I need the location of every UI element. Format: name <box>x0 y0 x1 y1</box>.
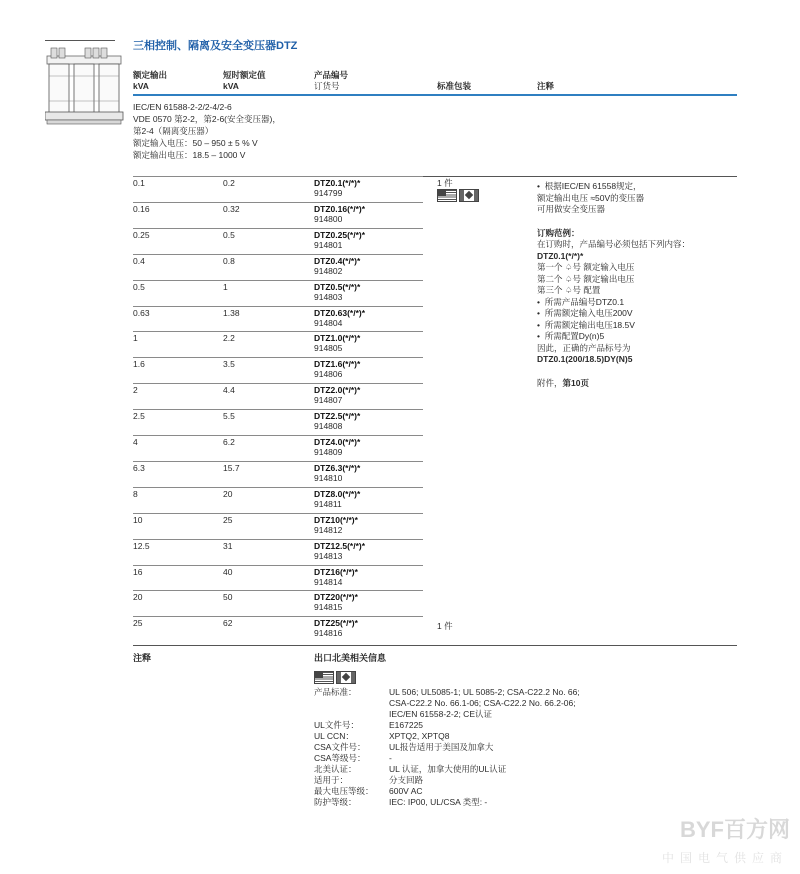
product-code: DTZ25(*/*)* <box>314 618 358 629</box>
watermark-brand: BYF百方网 <box>679 817 790 842</box>
table-row <box>133 461 423 488</box>
short-kva: 40 <box>223 566 233 577</box>
table-row <box>133 435 423 462</box>
product-code: DTZ4.0(*/*)* <box>314 437 361 447</box>
na-value: - <box>389 753 392 763</box>
na-key: UL CCN： <box>314 731 354 741</box>
table-row <box>133 383 423 410</box>
na-row <box>314 797 584 808</box>
product-code: DTZ1.6(*/*)* <box>314 359 361 370</box>
order-number: 914812 <box>314 524 343 535</box>
header-rule <box>133 94 737 96</box>
standards-block: IEC/EN 61588-2-2/2-4/2-6 VDE 0570 第2-2，第2-6(安全变压器)， 第2-4（隔离变压器） 额定输入电压：50 – 950 ± 5 % V 额定输出电压：18.5 – 1000 V <box>133 102 281 160</box>
table-row <box>133 357 423 384</box>
order-number: 914811 <box>314 498 342 509</box>
na-row <box>314 753 584 764</box>
order-number: 914805 <box>314 343 343 354</box>
short-kva: 20 <box>223 488 233 499</box>
notes-panel: • 根据IEC/EN 61558规定， 额定输出电压 ≈50V的变压器 可用做安全变压器 订购范例： 在订购时，产品编号必须包括下列内容： DTZ0.1(*/*)* 第一个 ♤号 额定输入电压 第二个 ♤号 额定输出电压 第三个 ♤号 配置 • 所需产品编号DTZ0.1 • 所需额定输入电压200V • 所需额定输出电压18.5V • 所需配置Dy(n)5 因此，正确的产品标号为 DTZ0.1(200/18.5)DY(N)5 附件，第10页 <box>537 181 691 388</box>
short-kva: 0.2 <box>223 178 235 188</box>
table-row <box>133 487 423 514</box>
rated-kva: 0.5 <box>133 281 145 292</box>
top-rule <box>45 40 115 41</box>
na-key: 北美认证： <box>314 764 357 774</box>
accessory-page-link[interactable]: 第10页 <box>562 377 589 388</box>
header-notes: 注释 <box>537 81 555 91</box>
na-row <box>314 742 584 753</box>
watermark-sub: 中国电气供应商 <box>661 851 788 865</box>
na-key: UL文件号： <box>314 720 359 730</box>
na-row <box>314 720 584 731</box>
short-kva: 1 <box>223 281 228 292</box>
us-flag-icon <box>437 189 457 202</box>
product-code: DTZ0.16(*/*)* <box>314 203 366 214</box>
rated-kva: 1.6 <box>133 359 145 370</box>
header-std-pack: 标准包装 <box>437 81 472 91</box>
na-row <box>314 775 584 786</box>
rated-kva: 20 <box>133 592 143 603</box>
product-code: DTZ2.0(*/*)* <box>314 385 361 396</box>
bottom-notes-label: 注释 <box>133 653 152 663</box>
product-code: DTZ20(*/*)* <box>314 592 358 603</box>
rated-kva: 25 <box>133 618 143 629</box>
order-number: 914803 <box>314 291 343 302</box>
order-number: 914810 <box>314 472 343 483</box>
order-number: 914815 <box>314 602 343 613</box>
product-code: DTZ6.3(*/*)* <box>314 462 361 473</box>
product-code: DTZ0.5(*/*)* <box>314 281 361 292</box>
rated-kva: 2 <box>133 385 138 396</box>
rated-kva: 8 <box>133 488 138 499</box>
na-value: 分支回路 <box>389 775 424 785</box>
rated-kva: 12.5 <box>133 540 150 551</box>
header-short-rating: 短时额定值 kVA <box>223 70 266 91</box>
canada-flag-icon <box>336 671 356 684</box>
na-value: IEC: IP00, UL/CSA 类型: - <box>389 797 488 807</box>
short-kva: 15.7 <box>223 462 240 473</box>
short-kva: 5.5 <box>223 411 235 422</box>
short-kva: 4.4 <box>223 385 235 396</box>
na-key: 最大电压等级： <box>314 786 374 796</box>
table-row <box>133 539 423 566</box>
short-kva: 0.32 <box>223 203 240 214</box>
na-value: 600V AC <box>389 786 423 796</box>
short-kva: 50 <box>223 592 233 603</box>
na-value: E167225 <box>389 720 424 730</box>
order-number: 914816 <box>314 628 343 639</box>
rated-kva: 16 <box>133 566 143 577</box>
pack-last: 1 件 <box>437 621 453 631</box>
na-value: UL 认证，加拿大使用的UL认证 <box>389 764 507 774</box>
header-product-code: 产品编号 订货号 <box>314 70 349 91</box>
short-kva: 0.8 <box>223 255 235 266</box>
na-flags <box>314 671 358 684</box>
table-row <box>133 565 423 592</box>
short-kva: 0.5 <box>223 229 235 240</box>
table-row <box>133 331 423 358</box>
na-row <box>314 687 584 698</box>
short-kva: 31 <box>223 540 233 551</box>
table-row <box>133 176 423 203</box>
rated-kva: 0.16 <box>133 203 150 214</box>
rated-kva: 0.63 <box>133 307 150 318</box>
product-code: DTZ0.25(*/*)* <box>314 229 366 240</box>
na-value: XPTQ2, XPTQ8 <box>389 731 450 741</box>
order-number: 914808 <box>314 421 343 432</box>
order-number: 914806 <box>314 369 343 380</box>
rated-kva: 6.3 <box>133 462 145 473</box>
bottom-rule <box>133 645 737 646</box>
rated-kva: 0.1 <box>133 178 145 188</box>
na-key: CSA文件号： <box>314 742 366 752</box>
order-number: 914799 <box>314 188 343 198</box>
short-kva: 6.2 <box>223 437 235 447</box>
na-row <box>314 764 584 775</box>
us-flag-icon <box>314 671 334 684</box>
na-value: IEC/EN 61558-2-2; CE认证 <box>389 709 492 719</box>
rated-kva: 0.25 <box>133 229 150 240</box>
table-row <box>133 202 423 229</box>
header-rated-output: 额定输出 kVA <box>133 70 168 91</box>
transformer-image <box>45 46 125 131</box>
short-kva: 25 <box>223 514 233 525</box>
rated-kva: 10 <box>133 514 143 525</box>
product-code: DTZ1.0(*/*)* <box>314 333 361 344</box>
product-code: DTZ0.1(*/*)* <box>314 178 361 188</box>
product-code: DTZ0.4(*/*)* <box>314 255 361 266</box>
na-key: CSA等级号： <box>314 753 366 763</box>
table-row <box>133 616 423 643</box>
canada-flag-icon <box>459 189 479 202</box>
order-number: 914804 <box>314 317 343 328</box>
table-row <box>133 513 423 540</box>
table-row <box>133 306 423 333</box>
product-code: DTZ10(*/*)* <box>314 514 358 525</box>
short-kva: 62 <box>223 618 233 629</box>
rated-kva: 2.5 <box>133 411 145 422</box>
table-row <box>133 228 423 255</box>
rated-kva: 1 <box>133 333 138 344</box>
order-number: 914801 <box>314 239 343 250</box>
short-kva: 2.2 <box>223 333 235 344</box>
short-kva: 3.5 <box>223 359 235 370</box>
order-number: 914814 <box>314 576 343 587</box>
order-number: 914813 <box>314 550 343 561</box>
product-code: DTZ16(*/*)* <box>314 566 358 577</box>
page-title: 三相控制、隔离及安全变压器DTZ <box>133 40 298 52</box>
na-key: 适用于： <box>314 775 349 785</box>
na-key <box>314 709 389 720</box>
table-row <box>133 409 423 436</box>
na-row <box>314 786 584 797</box>
order-number: 914809 <box>314 447 343 457</box>
short-kva: 1.38 <box>223 307 240 318</box>
na-key: 防护等级： <box>314 797 357 807</box>
na-value: CSA-C22.2 No. 66.1-06; CSA-C22.2 No. 66.2-06; <box>389 698 576 708</box>
na-row <box>314 709 584 720</box>
rated-kva: 0.4 <box>133 255 145 266</box>
rated-kva: 4 <box>133 437 138 447</box>
na-info-table <box>314 687 584 808</box>
na-key: 产品标准： <box>314 687 357 697</box>
product-code: DTZ12.5(*/*)* <box>314 540 366 551</box>
table-row <box>133 280 423 307</box>
order-number: 914807 <box>314 395 343 406</box>
order-number: 914802 <box>314 265 343 276</box>
table-row <box>133 254 423 281</box>
na-row <box>314 731 584 742</box>
table-row <box>133 590 423 617</box>
na-value: UL报告适用于美国及加拿大 <box>389 742 494 752</box>
order-number: 914800 <box>314 213 343 224</box>
na-key <box>314 698 389 709</box>
na-value: UL 506; UL5085-1; UL 5085-2; CSA-C22.2 No. 66; <box>389 687 580 697</box>
product-code: DTZ2.5(*/*)* <box>314 411 361 422</box>
pack-first: 1 件 <box>437 177 481 202</box>
product-code: DTZ0.63(*/*)* <box>314 307 366 318</box>
export-label: 出口北美相关信息 <box>314 653 387 663</box>
product-code: DTZ8.0(*/*)* <box>314 488 361 499</box>
na-row <box>314 698 584 709</box>
